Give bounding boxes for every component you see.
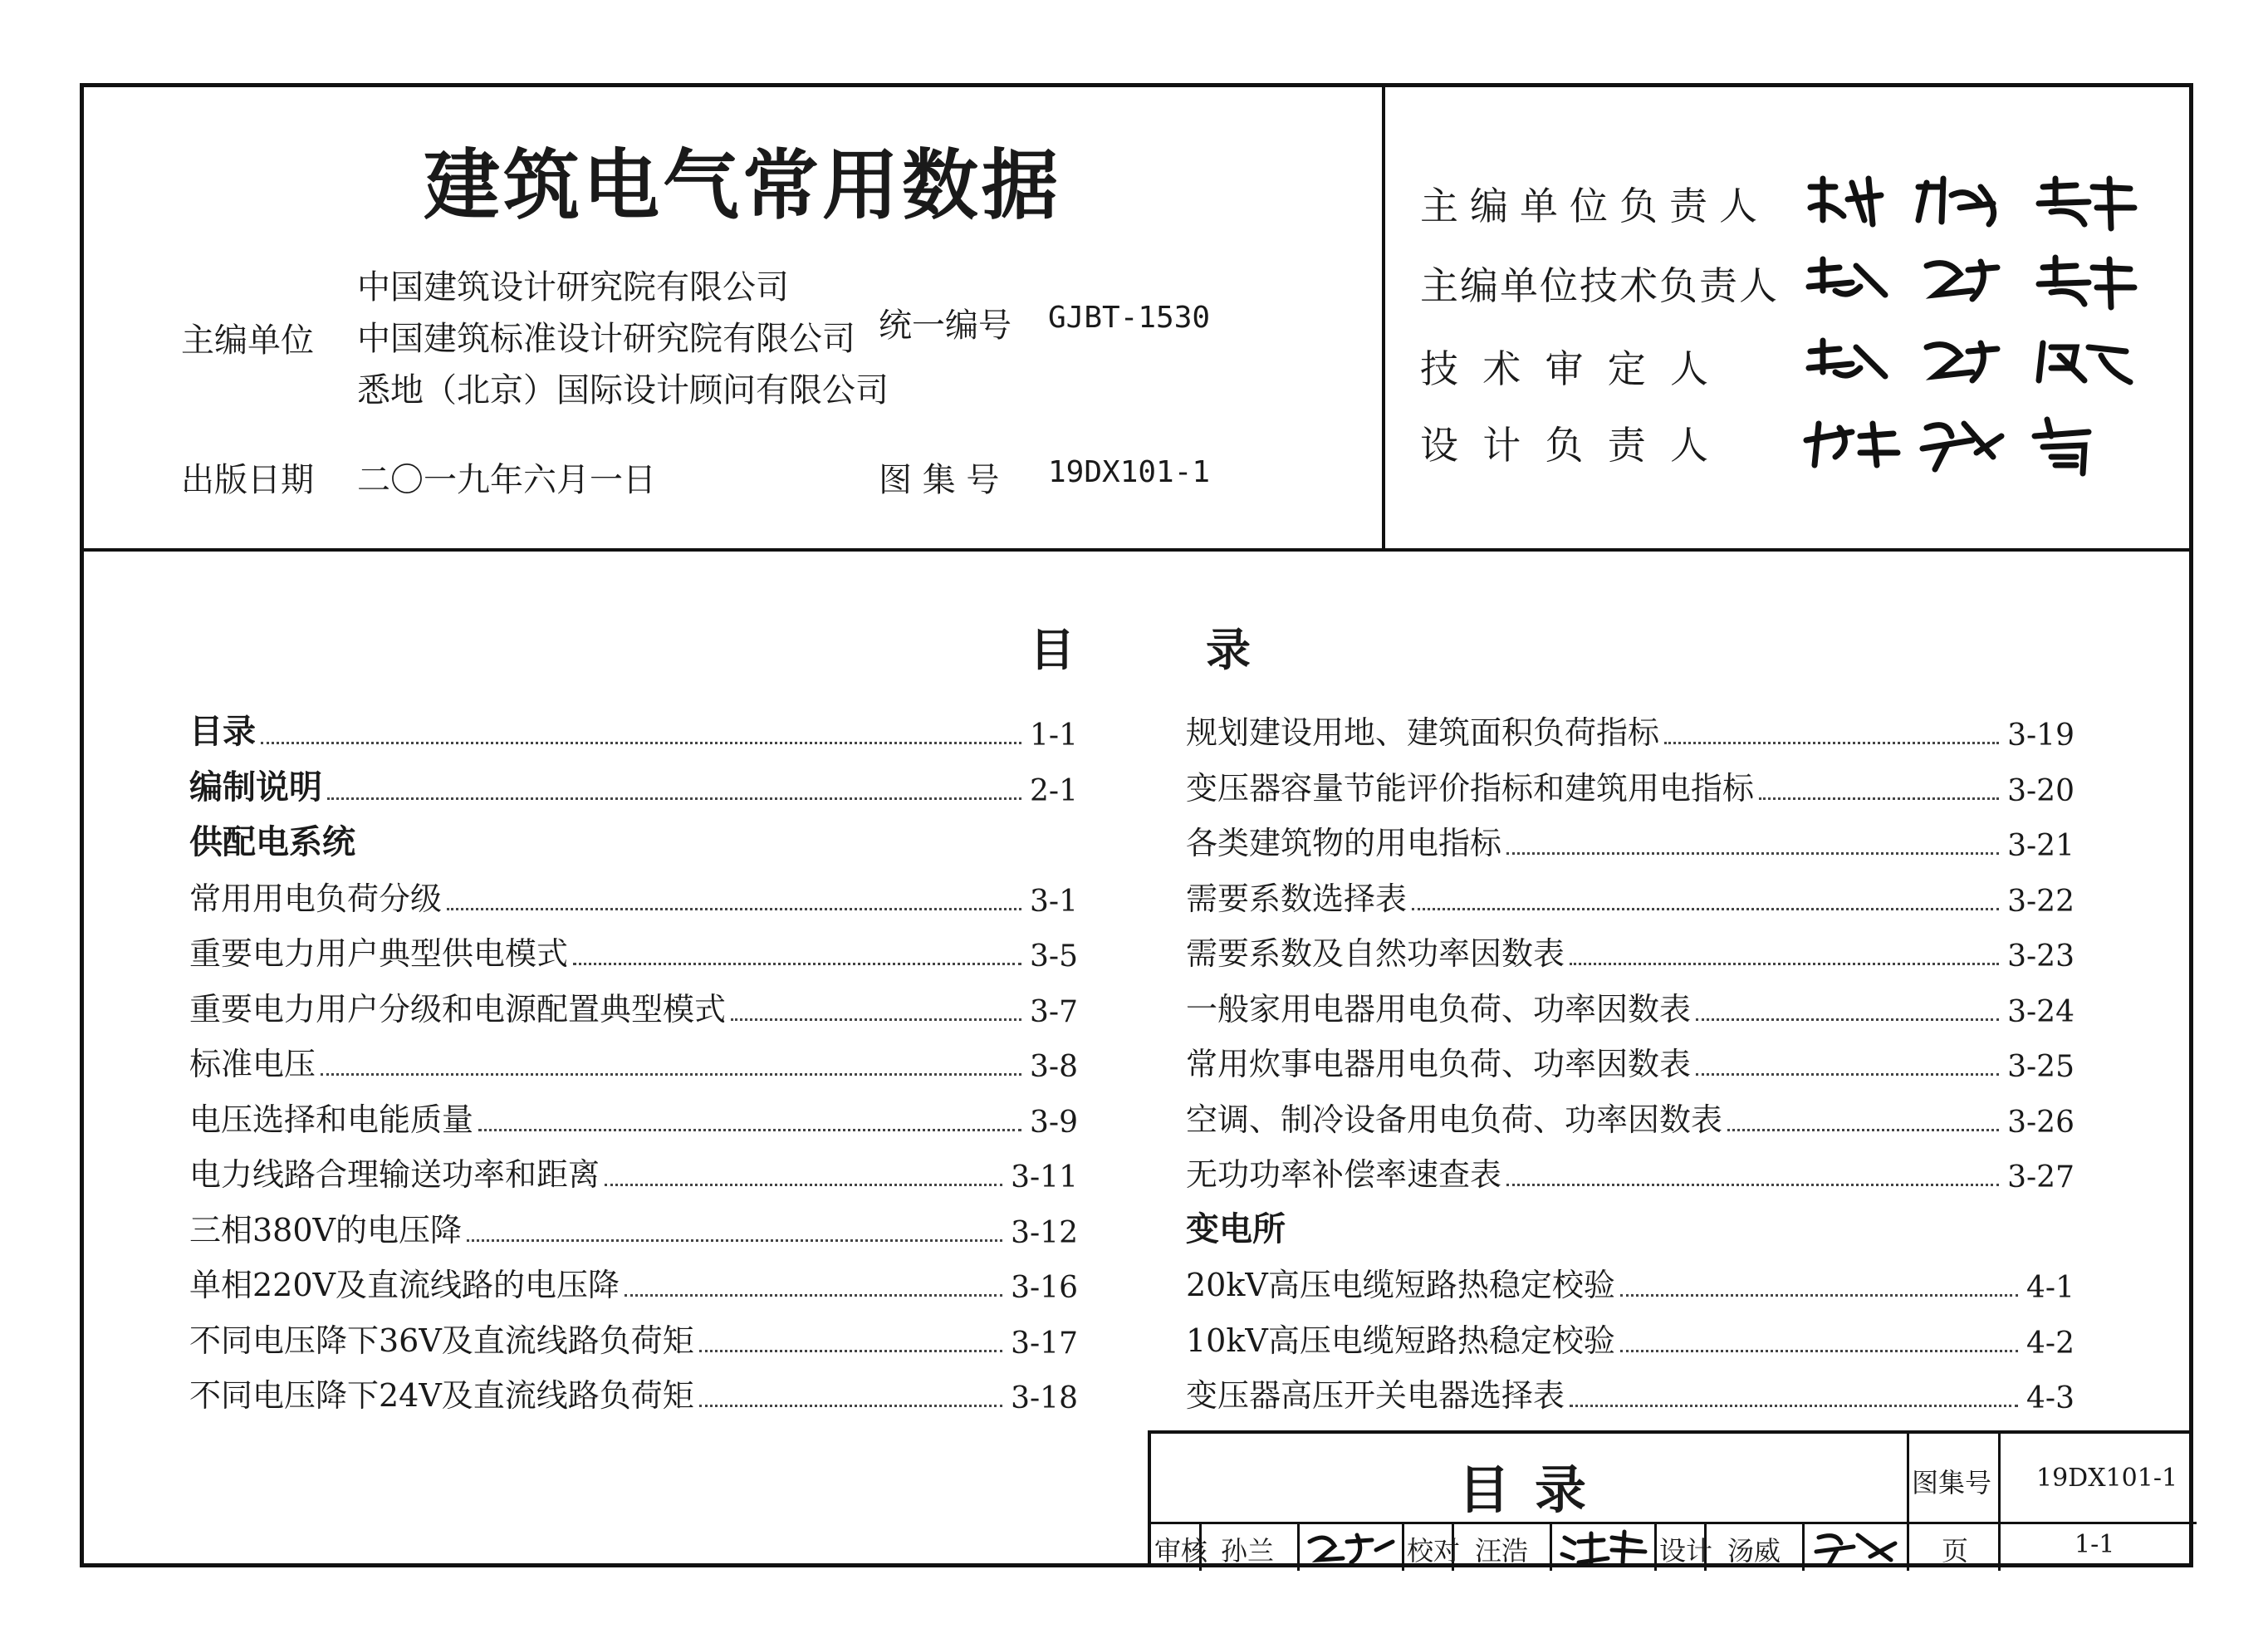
signature-graphic bbox=[1802, 170, 2151, 237]
toc-entry-title: 单相220V及直流线路的电压降 bbox=[189, 1267, 620, 1303]
toc-entry[interactable] bbox=[1186, 1148, 2075, 1194]
toc-leader-dots bbox=[1664, 742, 1999, 744]
toc-leader-dots bbox=[699, 1405, 1002, 1407]
toc-page-number: 3-20 bbox=[2007, 773, 2075, 808]
toc-leader-dots bbox=[625, 1294, 1002, 1297]
toc-entry[interactable] bbox=[1186, 817, 2075, 863]
toc-entry[interactable] bbox=[189, 1204, 1078, 1250]
toc-leader-dots bbox=[1412, 908, 1999, 910]
toc-leader-dots bbox=[467, 1239, 1002, 1242]
reviewer-signature bbox=[1305, 1525, 1397, 1573]
toc-page-number: 3-21 bbox=[2007, 829, 2075, 863]
lead-unit-3: 悉地（北京）国际设计顾问有限公司 bbox=[357, 371, 889, 410]
toc-entry[interactable] bbox=[1186, 1037, 2075, 1084]
resp-row-1-label: 主编单位负责人 bbox=[1420, 184, 1769, 228]
toc-section-title: 编制说明 bbox=[189, 768, 322, 807]
toc-section-title: 变电所 bbox=[1186, 1209, 1286, 1248]
toc-page-number: 4-3 bbox=[2026, 1381, 2075, 1415]
toc-leader-dots bbox=[699, 1350, 1002, 1352]
title-block-rule bbox=[1998, 1434, 2001, 1571]
toc-page-number: 3-19 bbox=[2007, 719, 2075, 753]
toc-leader-dots bbox=[1506, 1184, 1999, 1186]
title-block-rule bbox=[1802, 1522, 1805, 1571]
toc-page-number: 3-25 bbox=[2007, 1050, 2075, 1084]
title-block-rule bbox=[1654, 1522, 1657, 1571]
toc-entry[interactable] bbox=[189, 1369, 1078, 1415]
toc-entry-title: 重要电力用户分级和电源配置典型模式 bbox=[189, 990, 727, 1028]
toc-entry-title: 空调、制冷设备用电负荷、功率因数表 bbox=[1186, 1101, 1723, 1138]
pub-date: 二〇一九年六月一日 bbox=[357, 461, 656, 499]
toc-leader-dots bbox=[1727, 1129, 1999, 1131]
title-block-rule bbox=[1550, 1522, 1552, 1571]
toc-entry-title: 需要系数选择表 bbox=[1186, 880, 1408, 917]
toc-heading-left: 目 bbox=[1030, 624, 1075, 676]
toc-entry[interactable] bbox=[189, 1093, 1078, 1140]
title-block-rule bbox=[1402, 1522, 1404, 1571]
resp-row-2-label: 主编单位技术负责人 bbox=[1420, 263, 1779, 308]
toc-leader-dots bbox=[327, 797, 1021, 800]
toc-page-number: 3-16 bbox=[1011, 1271, 1078, 1305]
toc-entry[interactable] bbox=[189, 983, 1078, 1029]
toc-page-number: 3-11 bbox=[1011, 1160, 1078, 1194]
toc-leader-dots bbox=[573, 963, 1021, 965]
toc-entry-title: 三相380V的电压降 bbox=[189, 1211, 462, 1248]
toc-entry-title: 10kV高压电缆短路热稳定校验 bbox=[1186, 1322, 1615, 1359]
atlas-no-label: 图 集 号 bbox=[879, 461, 1000, 499]
title-block-title: 目录 bbox=[1458, 1459, 1612, 1520]
lead-unit-2: 中国建筑标准设计研究院有限公司 bbox=[357, 320, 855, 358]
toc-entry[interactable] bbox=[1186, 872, 2075, 919]
check-label: 校对 bbox=[1407, 1535, 1461, 1567]
toc-page-number: 1-1 bbox=[1030, 719, 1078, 753]
title-block-rule bbox=[1907, 1434, 1909, 1571]
toc-page-number: 3-22 bbox=[2007, 884, 2075, 919]
review-label: 审核 bbox=[1154, 1535, 1208, 1567]
toc-leader-dots bbox=[261, 742, 1021, 744]
atlas-no: 19DX101-1 bbox=[1048, 455, 1211, 489]
toc-leader-dots bbox=[1759, 797, 1999, 800]
toc-page-number: 3-18 bbox=[1011, 1381, 1078, 1415]
toc-page-number: 3-12 bbox=[1011, 1215, 1078, 1250]
toc-entry[interactable] bbox=[1186, 1369, 2075, 1415]
toc-page-number: 3-23 bbox=[2007, 939, 2075, 974]
toc-entry[interactable] bbox=[1186, 706, 2075, 753]
toc-page-number: 3-27 bbox=[2007, 1160, 2075, 1194]
cover-vertical-divider bbox=[1382, 83, 1385, 550]
toc-page-number: 3-9 bbox=[1030, 1105, 1078, 1140]
title-block-rule bbox=[1151, 1522, 2197, 1524]
toc-entry-title: 电力线路合理输送功率和距离 bbox=[189, 1156, 600, 1193]
signature-graphic bbox=[1802, 407, 2151, 482]
toc-page-number: 3-17 bbox=[1011, 1326, 1078, 1361]
signature-graphic bbox=[1802, 331, 2151, 397]
toc-entry[interactable] bbox=[1186, 1204, 2075, 1250]
toc-page-number: 4-1 bbox=[2026, 1271, 2075, 1305]
toc-section-title: 供配电系统 bbox=[189, 823, 355, 861]
toc-entry-title: 常用用电负荷分级 bbox=[189, 880, 443, 917]
toc-entry-title: 20kV高压电缆短路热稳定校验 bbox=[1186, 1267, 1615, 1303]
toc-page-number: 4-2 bbox=[2026, 1326, 2075, 1361]
title-block-atlas-no: 19DX101-1 bbox=[2036, 1464, 2178, 1493]
toc-entry-title: 变压器容量节能评价指标和建筑用电指标 bbox=[1186, 769, 1755, 807]
checker-name: 汪浩 bbox=[1475, 1535, 1529, 1567]
lead-unit-1: 中国建筑设计研究院有限公司 bbox=[357, 268, 789, 307]
toc-leader-dots bbox=[1696, 1018, 1999, 1021]
toc-entry-title: 无功功率补偿率速查表 bbox=[1186, 1156, 1502, 1193]
title-block bbox=[1148, 1430, 2193, 1567]
toc-leader-dots bbox=[321, 1073, 1021, 1076]
signature-graphic bbox=[1802, 249, 2151, 316]
toc-leader-dots bbox=[478, 1129, 1021, 1131]
atlas-title: 建筑电气常用数据 bbox=[424, 141, 1062, 230]
page-label: 页 bbox=[1942, 1535, 1969, 1567]
toc-leader-dots bbox=[1620, 1294, 2018, 1297]
toc-entry-title: 变压器高压开关电器选择表 bbox=[1186, 1377, 1565, 1414]
toc-entry-title: 常用炊事电器用电负荷、功率因数表 bbox=[1186, 1046, 1692, 1082]
unified-no-label: 统一编号 bbox=[879, 307, 1012, 345]
toc-entry-title: 不同电压降下36V及直流线路负荷矩 bbox=[189, 1322, 694, 1359]
toc-page-number: 3-1 bbox=[1030, 884, 1078, 919]
toc-entry[interactable] bbox=[189, 706, 1078, 753]
toc-entry-title: 规划建设用地、建筑面积负荷指标 bbox=[1186, 714, 1660, 751]
toc-entry[interactable] bbox=[189, 1314, 1078, 1361]
toc-entry[interactable] bbox=[1186, 927, 2075, 974]
toc-entry[interactable] bbox=[189, 817, 1078, 863]
checker-signature bbox=[1558, 1525, 1649, 1573]
title-block-rule bbox=[1297, 1522, 1300, 1571]
design-label: 设计 bbox=[1659, 1535, 1713, 1567]
toc-leader-dots bbox=[605, 1184, 1002, 1186]
toc-entry[interactable] bbox=[1186, 983, 2075, 1029]
toc-page-number: 2-1 bbox=[1030, 773, 1078, 808]
reviewer-name: 孙兰 bbox=[1221, 1535, 1275, 1567]
designer-name: 汤威 bbox=[1727, 1535, 1781, 1567]
toc-entry-title: 一般家用电器用电负荷、功率因数表 bbox=[1186, 990, 1692, 1028]
toc-entry-title: 重要电力用户典型供电模式 bbox=[189, 935, 569, 972]
toc-entry-title: 各类建筑物的用电指标 bbox=[1186, 825, 1502, 861]
toc-leader-dots bbox=[1620, 1350, 2018, 1352]
toc-leader-dots bbox=[1570, 1405, 2018, 1407]
title-block-atlas-label: 图集号 bbox=[1912, 1467, 1992, 1498]
toc-entry-title: 需要系数及自然功率因数表 bbox=[1186, 935, 1565, 972]
pub-date-label: 出版日期 bbox=[181, 461, 314, 499]
toc-entry[interactable] bbox=[1186, 762, 2075, 808]
designer-signature bbox=[1812, 1525, 1903, 1573]
toc-page-number: 3-26 bbox=[2007, 1105, 2075, 1140]
toc-page-number: 3-7 bbox=[1030, 994, 1078, 1029]
toc-section-title: 目录 bbox=[189, 713, 256, 751]
toc-heading-right: 录 bbox=[1206, 624, 1251, 676]
page-number: 1-1 bbox=[2075, 1530, 2115, 1559]
toc-page-number: 3-8 bbox=[1030, 1050, 1078, 1084]
toc-entry[interactable] bbox=[189, 872, 1078, 919]
toc-leader-dots bbox=[1570, 963, 1999, 965]
toc-entry-title: 不同电压降下24V及直流线路负荷矩 bbox=[189, 1377, 694, 1414]
toc-entry[interactable] bbox=[189, 762, 1078, 808]
toc-entry[interactable] bbox=[189, 1258, 1078, 1305]
toc-leader-dots bbox=[1696, 1073, 1999, 1076]
toc-page-number: 3-5 bbox=[1030, 939, 1078, 974]
toc-entry[interactable] bbox=[189, 1148, 1078, 1194]
toc-entry-title: 标准电压 bbox=[189, 1046, 316, 1082]
toc-page-number: 3-24 bbox=[2007, 994, 2075, 1029]
lead-unit-label: 主编单位 bbox=[181, 321, 314, 360]
toc-entry[interactable] bbox=[1186, 1093, 2075, 1140]
cover-divider bbox=[80, 548, 2193, 552]
toc-leader-dots bbox=[1506, 852, 1999, 855]
toc-leader-dots bbox=[447, 908, 1021, 910]
unified-no: GJBT-1530 bbox=[1048, 301, 1211, 335]
toc-entry[interactable] bbox=[189, 927, 1078, 974]
toc-leader-dots bbox=[731, 1018, 1021, 1021]
resp-row-4-label: 设 计 负 责 人 bbox=[1420, 423, 1708, 468]
toc-entry-title: 电压选择和电能质量 bbox=[189, 1101, 474, 1138]
toc-entry[interactable] bbox=[189, 1037, 1078, 1084]
toc-entry[interactable] bbox=[1186, 1258, 2075, 1305]
toc-entry[interactable] bbox=[1186, 1314, 2075, 1361]
resp-row-3-label: 技 术 审 定 人 bbox=[1420, 346, 1708, 391]
